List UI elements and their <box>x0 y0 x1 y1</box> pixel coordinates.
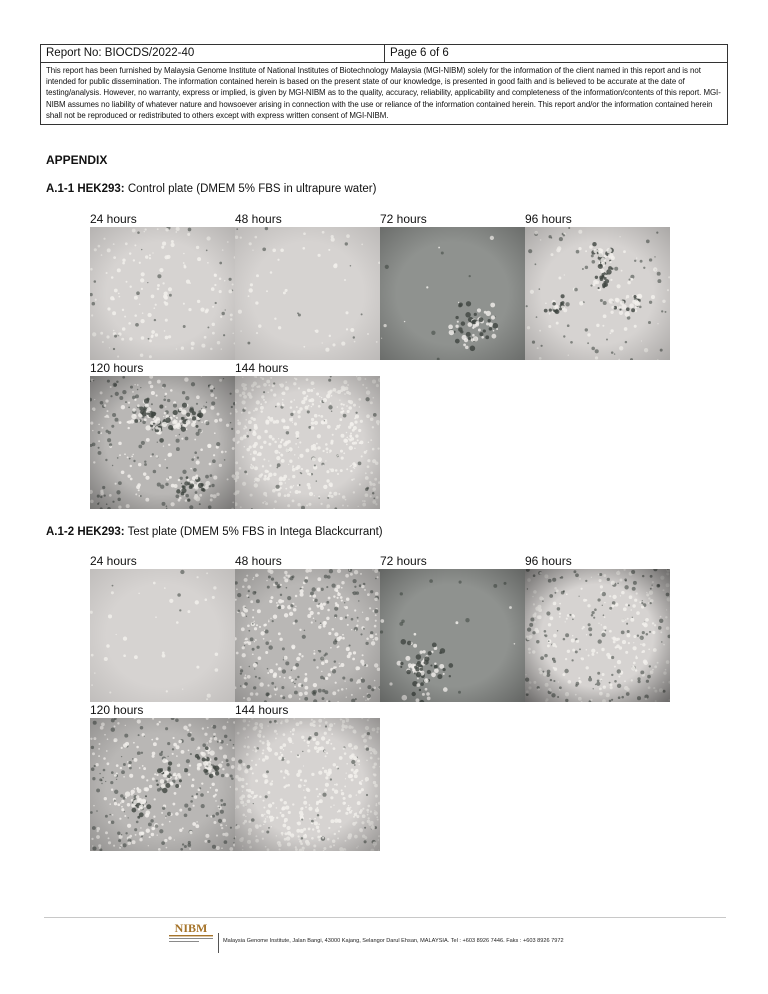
vignette <box>380 569 525 702</box>
micrograph-control-120h <box>90 361 235 509</box>
timepoint-label: 96 hours <box>525 212 572 226</box>
micrograph-image <box>235 718 380 851</box>
micrograph-control-24h <box>90 212 235 360</box>
logo-rule <box>169 941 199 942</box>
micrograph-image <box>525 569 670 702</box>
section-title-control <box>46 183 376 195</box>
footer-separator <box>218 933 219 953</box>
vignette <box>235 718 380 851</box>
timepoint-label: 96 hours <box>525 554 572 568</box>
footer-divider <box>44 917 726 918</box>
micrograph-test-120h <box>90 703 235 851</box>
timepoint-label: 24 hours <box>90 212 137 226</box>
report-header <box>40 44 728 125</box>
report-number: Report No: BIOCDS/2022-40 <box>41 45 385 62</box>
disclaimer-text: This report has been furnished by Malaysia Genome Institute of National Institutes of Biotechnology Malaysia (MGI-NIBM) solely for the information of the client named in this report and is not intended for public dissemination. The information contained herein is based on the present state of our knowledge, is presented in good faith and is believed to be accurate at the date of testing/analysis. However, no warranty, express or implied, is given by MGI-NIBM as to the quality, accuracy, reliability, applicability and completeness of the information/contents of this report. MGI-NIBM assumes no liability of whatever nature and howsoever arising in connection with the use or reliance of the information contained herein. This report and/or the information contained herein shall not be reproduced or redistributed to others except with express written consent of MGI-NIBM. <box>46 66 721 120</box>
timepoint-label: 144 hours <box>235 703 289 717</box>
timepoint-label: 24 hours <box>90 554 137 568</box>
vignette <box>90 569 235 702</box>
logo-wordmark: NIBM <box>174 921 208 935</box>
timepoint-label: 120 hours <box>90 703 144 717</box>
micrograph-image <box>90 227 235 360</box>
section-title-test <box>46 526 383 538</box>
section-description: Test plate (DMEM 5% FBS in Intega Blackcurrant) <box>124 526 383 538</box>
micrograph-test-96h <box>525 554 670 702</box>
section-id: A.1-1 <box>46 183 75 195</box>
timepoint-label: 72 hours <box>380 212 427 226</box>
micrograph-image <box>235 227 380 360</box>
timepoint-label: 144 hours <box>235 361 289 375</box>
micrograph-control-144h <box>235 361 380 509</box>
vignette <box>90 227 235 360</box>
micrograph-image <box>235 569 380 702</box>
appendix-title: APPENDIX <box>46 153 108 167</box>
vignette <box>90 376 235 509</box>
logo-rule <box>169 938 213 939</box>
micrograph-control-72h <box>380 212 525 360</box>
vignette <box>235 376 380 509</box>
footer-address: Malaysia Genome Institute, Jalan Bangi, 43000 Kajang, Selangor Darul Ehsan, MALAYSIA. Tel : +603 8926 7446. Faks : +603 8926 7972 <box>223 938 564 944</box>
nibm-logo <box>165 920 217 946</box>
micrograph-image <box>235 376 380 509</box>
micrograph-control-48h <box>235 212 380 360</box>
timepoint-label: 72 hours <box>380 554 427 568</box>
page-number: Page 6 of 6 <box>390 47 449 59</box>
micrograph-image <box>90 376 235 509</box>
vignette <box>235 569 380 702</box>
micrograph-test-72h <box>380 554 525 702</box>
section-description: Control plate (DMEM 5% FBS in ultrapure water) <box>124 183 377 195</box>
micrograph-image <box>90 569 235 702</box>
section-id: A.1-2 <box>46 526 75 538</box>
vignette <box>90 718 235 851</box>
micrograph-image <box>380 569 525 702</box>
micrograph-control-96h <box>525 212 670 360</box>
micrograph-image <box>525 227 670 360</box>
timepoint-label: 48 hours <box>235 554 282 568</box>
micrograph-test-144h <box>235 703 380 851</box>
section-cell-line: HEK293: <box>77 183 125 195</box>
vignette <box>525 569 670 702</box>
micrograph-test-48h <box>235 554 380 702</box>
micrograph-image <box>380 227 525 360</box>
timepoint-label: 120 hours <box>90 361 144 375</box>
timepoint-label: 48 hours <box>235 212 282 226</box>
logo-rule <box>169 935 213 936</box>
vignette <box>525 227 670 360</box>
vignette <box>235 227 380 360</box>
header-row <box>41 45 727 63</box>
micrograph-image <box>90 718 235 851</box>
vignette <box>380 227 525 360</box>
section-cell-line: HEK293: <box>77 526 125 538</box>
micrograph-test-24h <box>90 554 235 702</box>
